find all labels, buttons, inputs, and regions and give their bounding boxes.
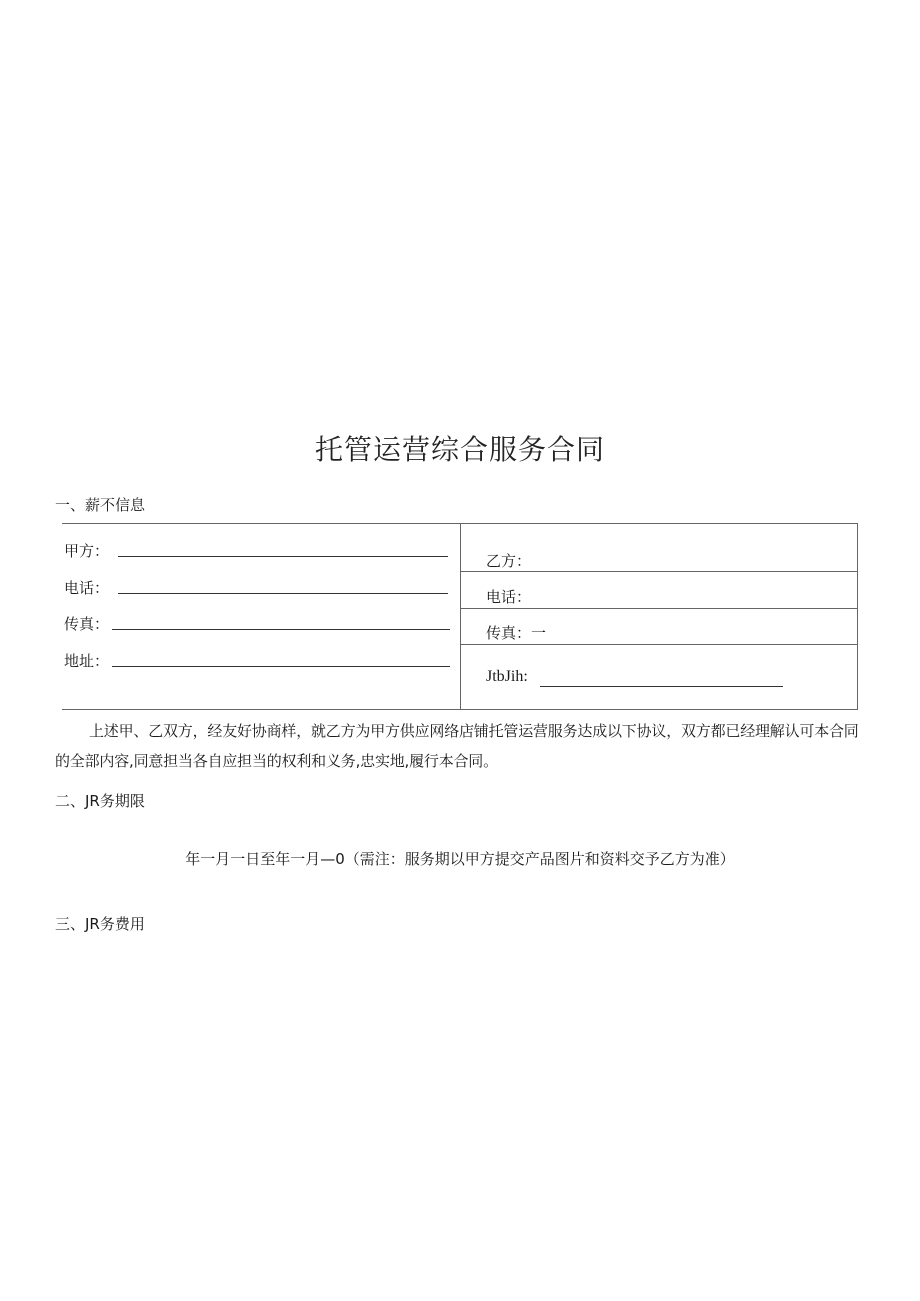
- table-row-divider: [460, 608, 858, 609]
- table-right-border: [857, 524, 858, 709]
- party-b-address-blank[interactable]: [540, 686, 783, 687]
- party-a-name-blank[interactable]: [118, 556, 448, 557]
- party-a-phone-label: 电话：: [64, 579, 110, 597]
- intro-paragraph: 上述甲、乙双方，经友好协商样，就乙方为甲方供应网络店铺托管运营服务达成以下协议，双方都已经理解认可本合同的全部内容,同意担当各自应担当的权利和义务,忠实地,履行本合同。: [55, 722, 859, 770]
- party-a-address-blank[interactable]: [112, 666, 450, 667]
- party-a-name-label: 甲方：: [64, 542, 110, 560]
- section1-heading: 一、薪不信息: [55, 496, 146, 514]
- table-column-divider: [460, 524, 461, 709]
- party-b-fax-label: 传真：一: [486, 624, 547, 642]
- party-b-name-label: 乙方：: [486, 552, 532, 570]
- section2-heading: 二、JR务期限: [55, 792, 145, 810]
- party-a-address-label: 地址：: [64, 652, 110, 670]
- party-info-table: [62, 523, 858, 710]
- party-b-phone-label: 电话：: [486, 588, 532, 606]
- table-row-divider: [460, 571, 858, 572]
- party-b-address-label: JtbJih:: [486, 668, 528, 685]
- contract-title: 托管运营综合服务合同: [314, 433, 605, 466]
- party-a-fax-label: 传真：: [64, 615, 110, 633]
- party-a-fax-blank[interactable]: [112, 629, 450, 630]
- table-row-divider: [460, 644, 858, 645]
- section3-heading: 三、JR务费用: [55, 915, 145, 933]
- service-period-text: 年一月一日至年一月—0（需注：服务期以甲方提交产品图片和资料交予乙方为准）: [185, 850, 735, 868]
- party-a-phone-blank[interactable]: [118, 593, 448, 594]
